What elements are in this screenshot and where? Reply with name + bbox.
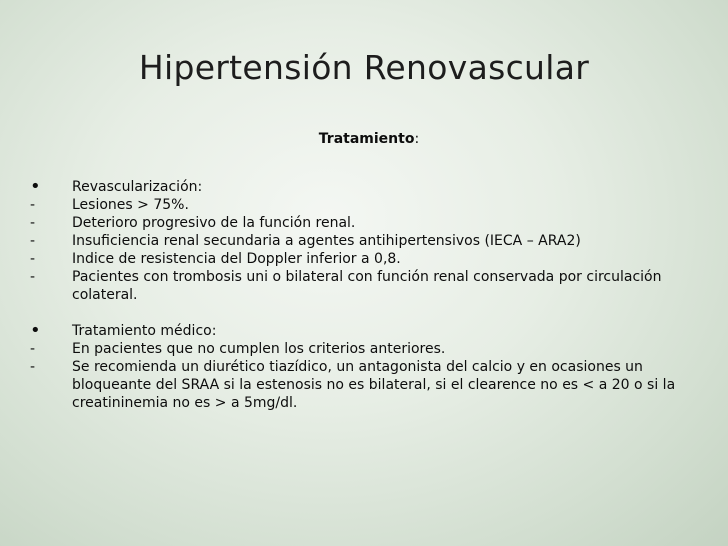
list-item-text: En pacientes que no cumplen los criterios anteriores. [72,341,446,357]
slide-subtitle [0,130,728,148]
dash-icon: - [30,269,36,285]
list-item-text: Deterioro progresivo de la función renal. [72,215,356,231]
content-list [30,178,690,412]
list-item [30,322,690,340]
dash-icon: - [30,233,36,249]
section-heading: Revascularización: [72,179,203,195]
list-item [30,196,690,214]
bullet-icon: • [30,320,41,341]
list-item [30,358,690,412]
dash-icon: - [30,359,36,375]
list-item [30,232,690,250]
list-item [30,214,690,232]
list-item [30,268,690,304]
dash-icon: - [30,251,36,267]
dash-icon: - [30,197,36,213]
list-item-text: Se recomienda un diurético tiazídico, un antagonista del calcio y en ocasiones un bloqueante del SRAA si la estenosis no es bilateral, si el clearence no es < a 20 o si la creatininemia no es > a 5mg/dl. [72,359,676,411]
list-item-text: Insuficiencia renal secundaria a agentes antihipertensivos (IECA – ARA2) [72,233,581,249]
dash-icon: - [30,215,36,231]
list-item-text: Indice de resistencia del Doppler inferior a 0,8. [72,251,401,267]
list-item-text: Pacientes con trombosis uni o bilateral con función renal conservada por circulación colateral. [72,269,662,303]
subtitle-colon: : [414,131,420,147]
section-gap [30,304,690,322]
slide-title: Hipertensión Renovascular [138,48,590,87]
section-heading: Tratamiento médico: [72,323,217,339]
list-item-text: Lesiones > 75%. [72,197,189,213]
list-item [30,178,690,196]
list-item [30,250,690,268]
subtitle-bold: Tratamiento [318,131,415,147]
dash-icon: - [30,341,36,357]
list-item [30,340,690,358]
bullet-icon: • [30,176,41,197]
